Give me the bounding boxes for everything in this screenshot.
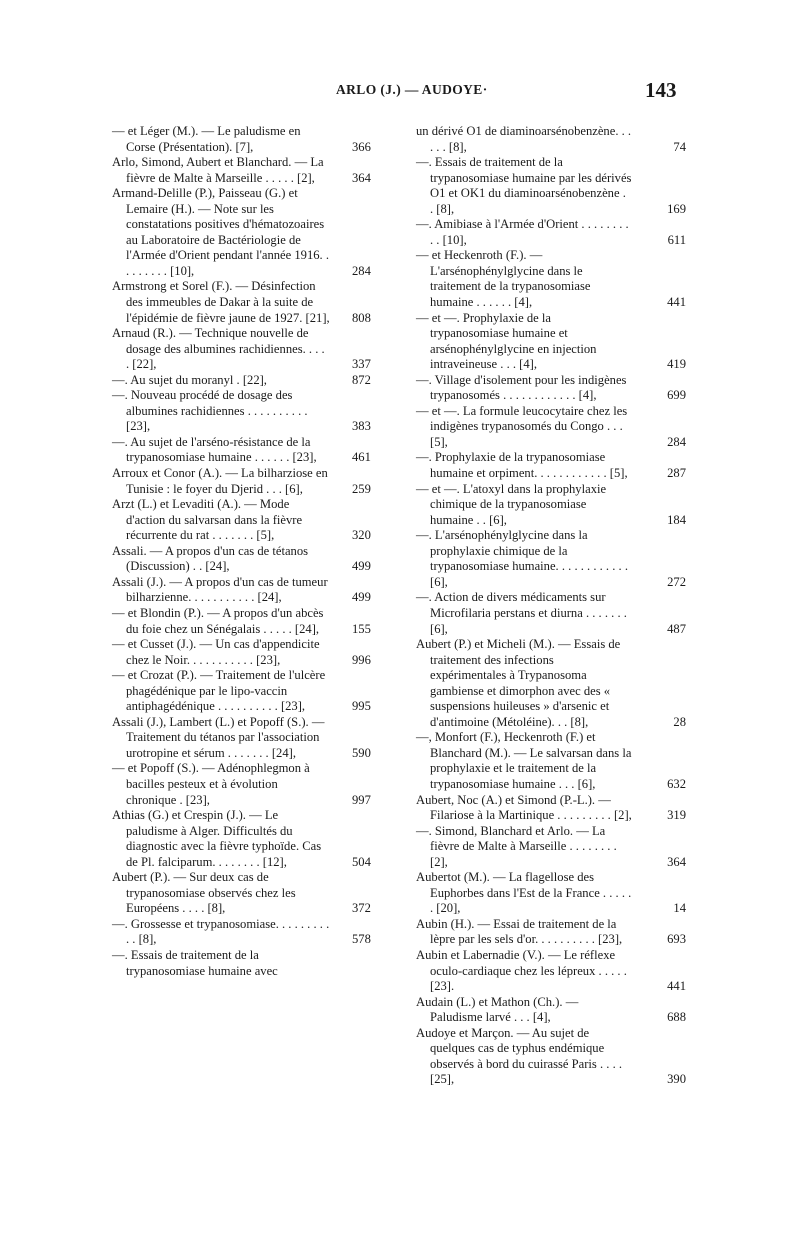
entry-page-ref: 383 [352, 419, 371, 434]
index-entry [416, 730, 686, 792]
entry-text: un dérivé O1 de diaminoarsénobenzène. . . . . . [8], [416, 124, 632, 154]
index-entry [112, 279, 384, 326]
entry-text: Athias (G.) et Crespin (J.). — Le paludisme à Alger. Difficultés du diagnostic avec la fièvre typhoïde. Cas de Pl. falciparum. . . . . . . . [12], [112, 808, 322, 869]
entry-page-ref: 287 [667, 466, 686, 481]
index-entry [416, 948, 686, 995]
index-entry [112, 575, 384, 606]
index-entry [112, 155, 384, 186]
entry-text: —. Essais de traitement de la trypanosomiase humaine avec [112, 947, 278, 978]
entry-text: —. Au sujet de l'arséno-résistance de la trypanosomiase humaine . . . . . . [23], [112, 434, 317, 465]
index-entry [112, 186, 384, 279]
entry-page-ref: 590 [352, 745, 371, 760]
entry-text: —. Simond, Blanchard et Arlo. — La fièvre de Malte à Marseille . . . . . . . . [2], [416, 823, 617, 869]
entry-text: Aubertot (M.). — La flagellose des Euphorbes dans l'Est de la France . . . . . . [20], [416, 870, 632, 916]
index-entry [416, 217, 686, 248]
index-entry [112, 326, 384, 373]
entry-page-ref: 578 [352, 932, 371, 947]
entry-page-ref: 169 [667, 201, 686, 216]
entry-text: —. Amibiase à l'Armée d'Orient . . . . . . . . . . [10], [416, 217, 629, 247]
entry-text: —. Village d'isolement pour les indigènes trypanosomés . . . . . . . . . . . . [4], [416, 372, 627, 403]
index-entry [416, 155, 686, 217]
entry-text: —. Au sujet du moranyl . [22], [112, 372, 267, 387]
entry-text: — et —. La formule leucocytaire chez les indigènes trypanosomés du Congo . . . [5], [416, 403, 628, 449]
entry-page-ref: 259 [352, 481, 371, 496]
entry-page-ref: 184 [667, 512, 686, 527]
entry-page-ref: 419 [667, 357, 686, 372]
index-entry [416, 450, 686, 481]
entry-page-ref: 997 [352, 792, 371, 807]
index-entry [416, 528, 686, 590]
index-entry [112, 668, 384, 715]
entry-page-ref: 611 [667, 232, 686, 247]
entry-page-ref: 996 [352, 652, 371, 667]
entry-text: —. Grossesse et trypanosomiase. . . . . . . . . . . [8], [112, 916, 330, 947]
entry-text: — et Cusset (J.). — Un cas d'appendicite chez le Noir. . . . . . . . . . . [23], [112, 637, 320, 667]
entry-text: —, Monfort (F.), Heckenroth (F.) et Blanchard (M.). — Le salvarsan dans la prophylaxie et le traitement de la trypanosomiase humaine . . . [6], [416, 730, 632, 791]
entry-text: — et Crozat (P.). — Traitement de l'ulcère phagédénique par le lipo-vaccin antiphagédénique . . . . . . . . . . [23], [112, 668, 326, 714]
entry-text: — et Blondin (P.). — A propos d'un abcès du foie chez un Sénégalais . . . . . [24], [112, 605, 324, 636]
entry-page-ref: 319 [667, 808, 686, 823]
entry-text: Aubert (P.) et Micheli (M.). — Essais de traitement des infections expérimentales à Trypanosoma gambiense et dimorphon avec des « suspensions huileuses » d'arsenic et d'antimoine (Métoléine). . . [8], [416, 637, 621, 729]
entry-text: —. Essais de traitement de la trypanosomiase humaine par les dérivés O1 et OK1 du diaminoarsénobenzène . . [8], [416, 155, 632, 216]
index-entry [112, 808, 384, 870]
entry-page-ref: 372 [352, 901, 371, 916]
index-entry [112, 388, 384, 435]
entry-text: —. Prophylaxie de la trypanosomiase humaine et orpiment. . . . . . . . . . . . [5], [416, 450, 628, 481]
entry-page-ref: 461 [352, 450, 371, 465]
entry-text: Assali. — A propos d'un cas de tétanos (Discussion) . . [24], [112, 543, 309, 574]
entry-text: — et —. Prophylaxie de la trypanosomiase humaine et arsénophénylglycine en injection intraveineuse . . . [4], [416, 310, 597, 372]
index-entry [416, 917, 686, 948]
index-entry [112, 466, 384, 497]
entry-text: — et Popoff (S.). — Adénophlegmon à bacilles pesteux et à évolution chronique . [23], [112, 761, 310, 807]
index-entry [112, 373, 384, 389]
entry-page-ref: 28 [673, 714, 686, 729]
entry-page-ref: 364 [667, 854, 686, 869]
entry-text: Aubin (H.). — Essai de traitement de la lèpre par les sels d'or. . . . . . . . . . [23], [416, 916, 623, 947]
index-entry [112, 124, 384, 155]
entry-page-ref: 14 [673, 901, 686, 916]
index-entry [416, 404, 686, 451]
entry-page-ref: 284 [352, 263, 371, 278]
index-entry [112, 497, 384, 544]
entry-text: —. Nouveau procédé de dosage des albumines rachidiennes . . . . . . . . . . [23], [112, 388, 308, 434]
entry-page-ref: 504 [352, 854, 371, 869]
entry-text: Arroux et Conor (A.). — La bilharziose en Tunisie : le foyer du Djerid . . . [6], [112, 466, 328, 496]
running-header [0, 78, 800, 104]
entry-text: Audoye et Marçon. — Au sujet de quelques cas de typhus endémique observés à bord du cuirassé Paris . . . . [25], [416, 1025, 623, 1087]
index-entry [112, 435, 384, 466]
index-entry [416, 248, 686, 310]
entry-page-ref: 487 [667, 621, 686, 636]
entry-page-ref: 499 [352, 559, 371, 574]
entry-page-ref: 390 [667, 1072, 686, 1087]
entry-text: Assali (J.). — A propos d'un cas de tumeur bilharzienne. . . . . . . . . . . [24], [112, 574, 328, 605]
entry-text: Arnaud (R.). — Technique nouvelle de dosage des albumines rachidiennes. . . . . [22], [112, 326, 325, 372]
entry-page-ref: 808 [352, 310, 371, 325]
entry-page-ref: 366 [352, 139, 371, 154]
index-entry [112, 715, 384, 762]
entry-page-ref: 995 [352, 699, 371, 714]
running-title: ARLO (J.) — AUDOYE· [336, 82, 488, 97]
entry-page-ref: 441 [667, 295, 686, 310]
entry-page-ref: 699 [667, 388, 686, 403]
entry-page-ref: 499 [352, 590, 371, 605]
entry-page-ref: 632 [667, 776, 686, 791]
entry-page-ref: 441 [667, 979, 686, 994]
index-entry [112, 948, 384, 979]
index-entry [112, 637, 384, 668]
right-index-column [416, 124, 686, 1088]
entry-text: Aubin et Labernadie (V.). — Le réflexe oculo-cardiaque chez les lépreux . . . . . [23]. [416, 947, 627, 994]
index-entry [112, 606, 384, 637]
entry-page-ref: 272 [667, 574, 686, 589]
left-index-column [112, 124, 384, 979]
entry-page-ref: 693 [667, 932, 686, 947]
entry-text: Aubert (P.). — Sur deux cas de trypanosomiase observés chez les Européens . . . . [8], [112, 870, 296, 916]
index-entry [416, 482, 686, 529]
entry-page-ref: 155 [352, 621, 371, 636]
entry-text: — et Heckenroth (F.). — L'arsénophénylglycine dans le traitement de la trypanosomiase humaine . . . . . . [4], [416, 248, 591, 310]
index-entry [416, 793, 686, 824]
index-entry [112, 544, 384, 575]
index-entry [416, 995, 686, 1026]
entry-page-ref: 284 [667, 434, 686, 449]
entry-text: — et —. L'atoxyl dans la prophylaxie chimique de la trypanosomiase humaine . . [6], [416, 481, 607, 527]
entry-text: Assali (J.), Lambert (L.) et Popoff (S.). — Traitement du tétanos par l'association urotropine et sérum . . . . . . . [24], [112, 714, 325, 760]
index-entry [416, 824, 686, 871]
index-entry [416, 311, 686, 373]
entry-text: Armstrong et Sorel (F.). — Désinfection des immeubles de Dakar à la suite de l'épidémie de fièvre jaune de 1927. [21], [112, 279, 330, 325]
index-entry [416, 590, 686, 637]
index-entry [416, 373, 686, 404]
entry-text: Armand-Delille (P.), Paisseau (G.) et Lemaire (H.). — Note sur les constatations positives d'hématozoaires au Laboratoire de Bactériologie de l'Armée d'Orient pendant l'année 1916. . . . . . . . . [10], [112, 186, 329, 278]
entry-text: Audain (L.) et Mathon (Ch.). — Paludisme larvé . . . [4], [416, 994, 579, 1025]
index-entry [416, 124, 686, 155]
index-entry [416, 1026, 686, 1088]
entry-text: Aubert, Noc (A.) et Simond (P.-L.). — Filariose à la Martinique . . . . . . . . . [2], [416, 792, 632, 823]
entry-text: — et Léger (M.). — Le paludisme en Corse (Présentation). [7], [112, 124, 301, 154]
entry-text: Arlo, Simond, Aubert et Blanchard. — La fièvre de Malte à Marseille . . . . . [2], [112, 155, 324, 185]
entry-text: —. Action de divers médicaments sur Microfilaria perstans et diurna . . . . . . . [6], [416, 590, 627, 636]
entry-page-ref: 872 [352, 372, 371, 387]
index-entry [112, 917, 384, 948]
entry-page-ref: 337 [352, 357, 371, 372]
entry-text: —. L'arsénophénylglycine dans la prophylaxie chimique de la trypanosomiase humaine. . . . . . . . . . . . [6], [416, 528, 628, 589]
page-number: 143 [645, 78, 677, 102]
index-entry [112, 761, 384, 808]
entry-page-ref: 74 [673, 139, 686, 154]
entry-page-ref: 688 [667, 1010, 686, 1025]
index-entry [112, 870, 384, 917]
index-entry [416, 870, 686, 917]
entry-page-ref: 320 [352, 528, 371, 543]
index-entry [416, 637, 686, 730]
entry-page-ref: 364 [352, 170, 371, 185]
entry-text: Arzt (L.) et Levaditi (A.). — Mode d'action du salvarsan dans la fièvre récurrente du rat . . . . . . . [5], [112, 497, 303, 543]
